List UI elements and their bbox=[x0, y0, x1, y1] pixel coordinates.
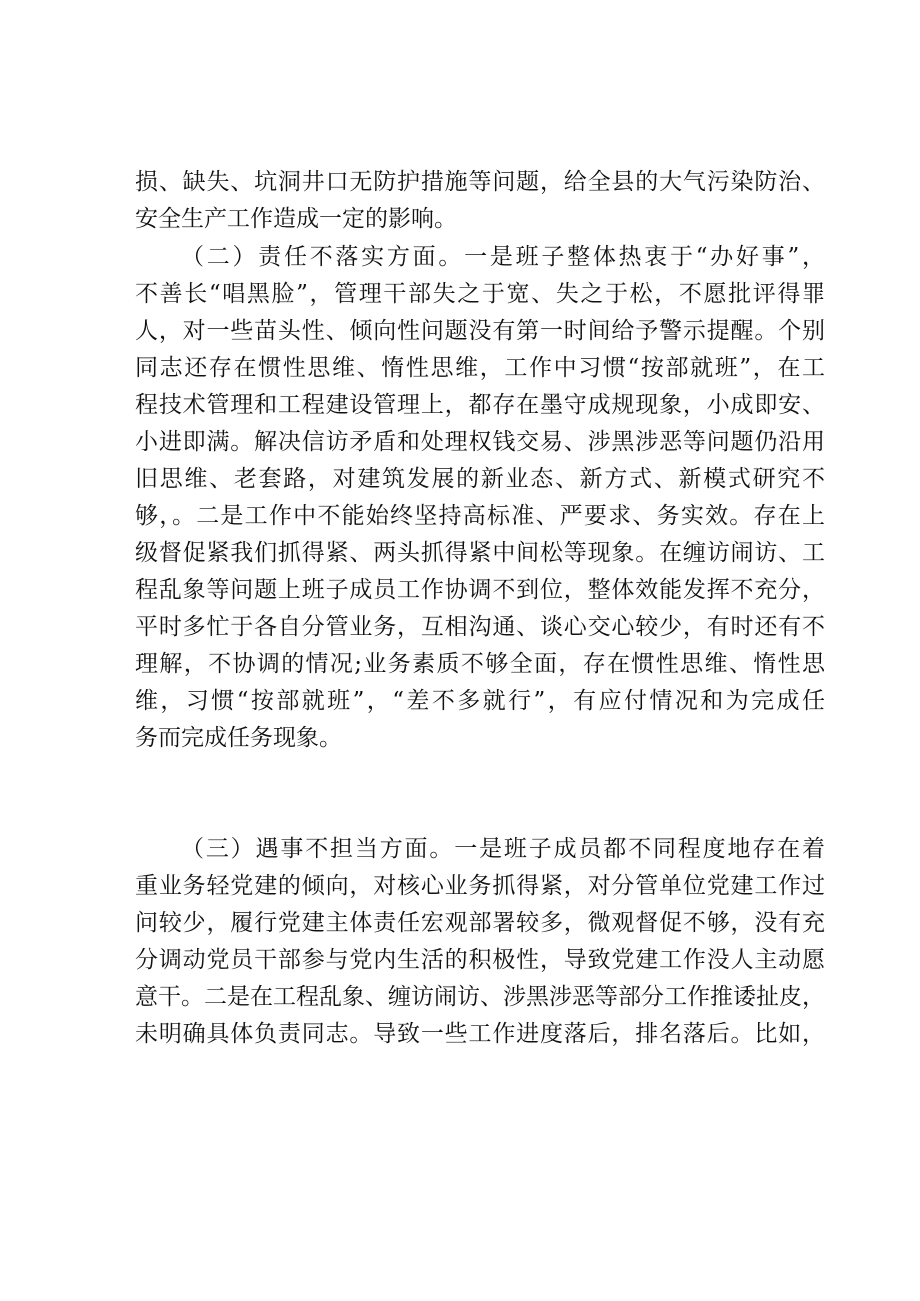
text-line: 旧思维、老套路，对建筑发展的新业态、新方式、新模式研究不 bbox=[135, 466, 825, 492]
text-line: 务而完成任务现象。 bbox=[135, 725, 342, 751]
text-line: 损、缺失、坑洞井口无防护措施等问题，给全县的大气污染防治、 bbox=[135, 169, 825, 195]
text-line: 程技术管理和工程建设管理上，都存在墨守成规现象，小成即安、 bbox=[135, 392, 825, 418]
text-line: 未明确具体负责同志。导致一些工作进度落后，排名落后。比如， bbox=[135, 1021, 825, 1047]
text-line: （二）责任不落实方面。一是班子整体热衷于“办好事”， bbox=[181, 244, 825, 270]
text-line: 级督促紧我们抓得紧、两头抓得紧中间松等现象。在缠访闹访、工 bbox=[135, 540, 825, 566]
text-line: 不善长“唱黑脸”，管理干部失之于宽、失之于松，不愿批评得罪 bbox=[135, 281, 825, 307]
text-line: 够，。二是工作中不能始终坚持高标准、严要求、务实效。存在上 bbox=[135, 503, 825, 529]
text-line: 安全生产工作造成一定的影响。 bbox=[135, 206, 457, 232]
text-line: 程乱象等问题上班子成员工作协调不到位，整体效能发挥不充分， bbox=[135, 577, 825, 603]
text-line: 小进即满。解决信访矛盾和处理权钱交易、涉黑涉恶等问题仍沿用 bbox=[135, 429, 825, 455]
text-line: 重业务轻党建的倾向，对核心业务抓得紧，对分管单位党建工作过 bbox=[135, 873, 825, 899]
text-line: 理解，不协调的情况;业务素质不够全面，存在惯性思维、惰性思 bbox=[135, 651, 825, 677]
text-line: 维，习惯“按部就班”，“差不多就行”，有应付情况和为完成任 bbox=[135, 688, 825, 714]
text-line: 同志还存在惯性思维、惰性思维，工作中习惯“按部就班”，在工 bbox=[135, 355, 825, 381]
text-line: 问较少，履行党建主体责任宏观部署较多，微观督促不够，没有充 bbox=[135, 910, 825, 936]
text-line: 人，对一些苗头性、倾向性问题没有第一时间给予警示提醒。个别 bbox=[135, 318, 825, 344]
text-line: 分调动党员干部参与党内生活的积极性，导致党建工作没人主动愿 bbox=[135, 947, 825, 973]
text-line: （三）遇事不担当方面。一是班子成员都不同程度地存在着 bbox=[181, 836, 825, 862]
paragraph-continuation bbox=[135, 164, 825, 238]
paragraph-accountability bbox=[135, 831, 825, 1053]
text-line: 平时多忙于各自分管业务，互相沟通、谈心交心较少，有时还有不 bbox=[135, 614, 825, 640]
text-line: 意干。二是在工程乱象、缠访闹访、涉黑涉恶等部分工作推诿扯皮， bbox=[135, 984, 825, 1010]
paragraph-responsibility bbox=[135, 239, 825, 757]
